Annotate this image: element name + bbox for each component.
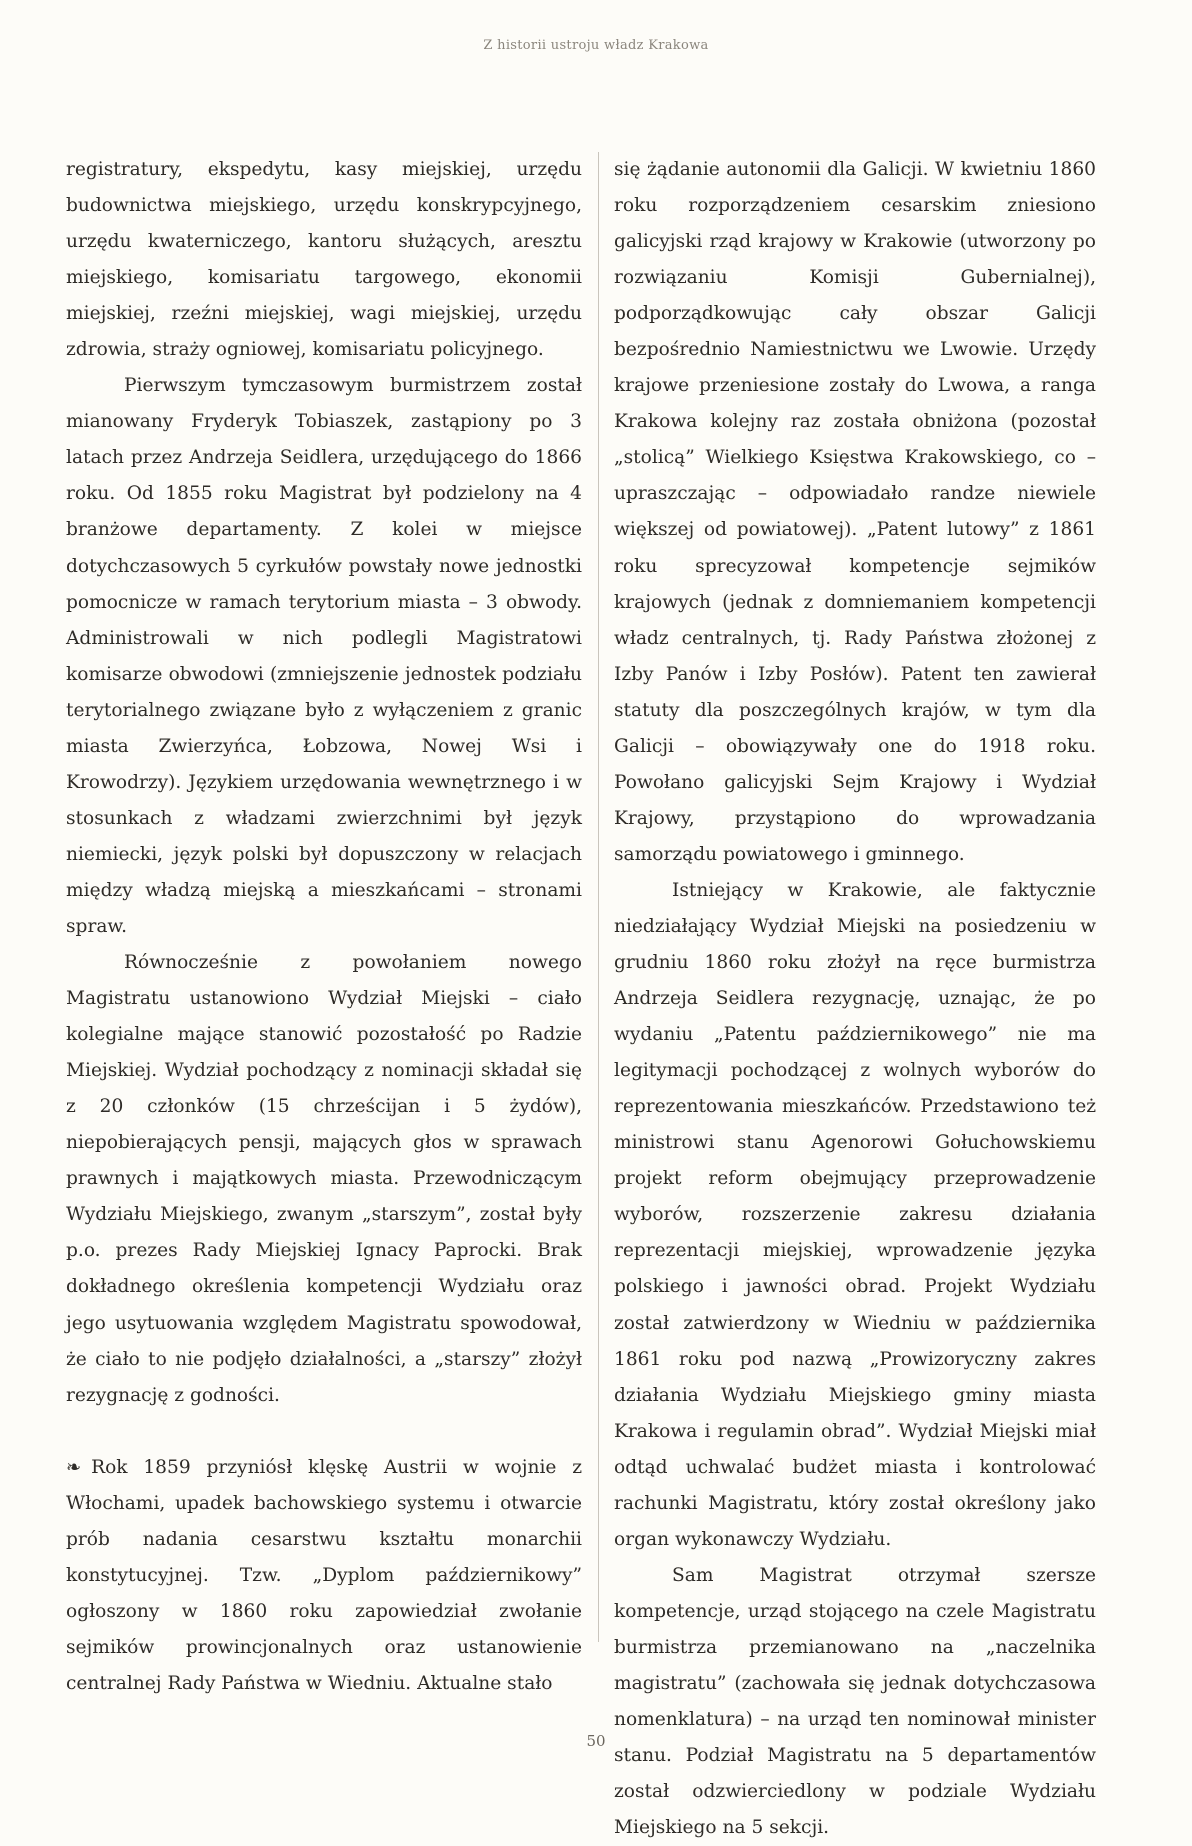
left-paragraph-2: Pierwszym tymczasowym burmistrzem został mianowany Fryderyk Tobiaszek, zastąpiony po 3 latach przez Andrzeja Seidlera, urzędującego do 1866 roku. Od 1855 roku Magistrat był podzielony na 4 branżowe departamenty. Z kolei w miejsce dotychczasowych 5 cyrkułów powstały nowe jednostki pomocnicze w ramach terytorium miasta – 3 obwody. Administrowali w nich podlegli Magistratowi komisarze obwodowi (zmniejszenie jednostek podziału terytorialnego związane było z wyłączeniem z granic miasta Zwierzyńca, Łobzowa, Nowej Wsi i Krowodrzy). Językiem urzędowania wewnętrznego i w stosunkach z władzami zwierzchnimi był język niemiecki, język polski był dopuszczony w relacjach między władzą miejską a mieszkańcami – stronami spraw. [66,375,582,937]
right-column [614,152,1096,1846]
left-paragraph-1: registratury, ekspedytu, kasy miejskiej, urzędu budownictwa miejskiego, urzędu konskrypcyjnego, urzędu kwaterniczego, kantoru służących, aresztu miejskiego, komisariatu targowego, ekonomii miejskiej, rzeźni miejskiej, wagi miejskiej, urzędu zdrowia, straży ogniowej, komisariatu policyjnego. [66,159,582,361]
right-paragraph-1: się żądanie autonomii dla Galicji. W kwietniu 1860 roku rozporządzeniem cesarskim zniesiono galicyjski rząd krajowy w Krakowie (utworzony po rozwiązaniu Komisji Gubernialnej), podporządkowując cały obszar Galicji bezpośrednio Namiestnictwu we Lwowie. Urzędy krajowe przeniesione zostały do Lwowa, a ranga Krakowa kolejny raz została obniżona (pozostał „stolicą” Wielkiego Księstwa Krakowskiego, co – upraszczając – odpowiadało randze niewiele większej od powiatowej). „Patent lutowy” z 1861 roku sprecyzował kompetencje sejmików krajowych (jednak z domniemaniem kompetencji władz centralnych, tj. Rady Państwa złożonej z Izby Panów i Izby Posłów). Patent ten zawierał statuty dla poszczególnych krajów, w tym dla Galicji – obowiązywały one do 1918 roku. Powołano galicyjski Sejm Krajowy i Wydział Krajowy, przystąpiono do wprowadzania samorządu powiatowego i gminnego. [614,159,1096,865]
running-header: Z historii ustroju władz Krakowa [483,38,709,53]
right-paragraph-3: Sam Magistrat otrzymał szersze kompetencje, urząd stojącego na czele Magistratu burmistrza przemianowano na „naczelnika magistratu” (zachowała się jednak dotychczasowa nomenklatura) – na urząd ten nominował minister stanu. Podział Magistratu na 5 departamentów został odzwierciedlony w podziale Wydziału Miejskiego na 5 sekcji. [614,1564,1096,1839]
page-number: 50 [586,1732,606,1750]
left-paragraph-4-text: Rok 1859 przyniósł klęskę Austrii w wojnie z Włochami, upadek bachowskiego systemu i otwarcie prób nadania cesarstwu kształtu monarchii konstytucyjnej. Tzw. „Dyplom październikowy” ogłoszony w 1860 roku zapowiedział zwołanie sejmików prowincjonalnych oraz ustanowienie centralnej Rady Państwa w Wiedniu. Aktualne stało [66,1456,582,1694]
column-divider [598,152,599,1642]
left-column [66,152,582,1702]
left-paragraph-4 [66,1450,582,1702]
left-paragraph-3: Równocześnie z powołaniem nowego Magistratu ustanowiono Wydział Miejski – ciało kolegialne mające stanowić pozostałość po Radzie Miejskiej. Wydział pochodzący z nominacji składał się z 20 członków (15 chrześcijan i 5 żydów), niepobierających pensji, mających głos w sprawach prawnych i majątkowych miasta. Przewodniczącym Wydziału Miejskiego, zwanym „starszym”, został były p.o. prezes Rady Miejskiej Ignacy Paprocki. Brak dokładnego określenia kompetencji Wydziału oraz jego usytuowania względem Magistratu spowodował, że ciało to nie podjęło działalności, a „starszy” złożył rezygnację z godności. [66,952,582,1406]
right-paragraph-2: Istniejący w Krakowie, ale faktycznie niedziałający Wydział Miejski na posiedzeniu w grudniu 1860 roku złożył na ręce burmistrza Andrzeja Seidlera rezygnację, uznając, że po wydaniu „Patentu październikowego” nie ma legitymacji pochodzącej z wolnych wyborów do reprezentowania mieszkańców. Przedstawiono też ministrowi stanu Agenorowi Gołuchowskiemu projekt reform obejmujący przeprowadzenie wyborów, rozszerzenie zakresu działania reprezentacji miejskiej, wprowadzenie języka polskiego i jawności obrad. Projekt Wydziału został zatwierdzony w Wiedniu w października 1861 roku pod nazwą „Prowizoryczny zakres działania Wydziału Miejskiego gminy miasta Krakowa i regulamin obrad”. Wydział Miejski miał odtąd uchwalać budżet miasta i kontrolować rachunki Magistratu, który został określony jako organ wykonawczy Wydziału. [614,879,1096,1550]
fleuron-icon: ❧ [66,1456,82,1478]
